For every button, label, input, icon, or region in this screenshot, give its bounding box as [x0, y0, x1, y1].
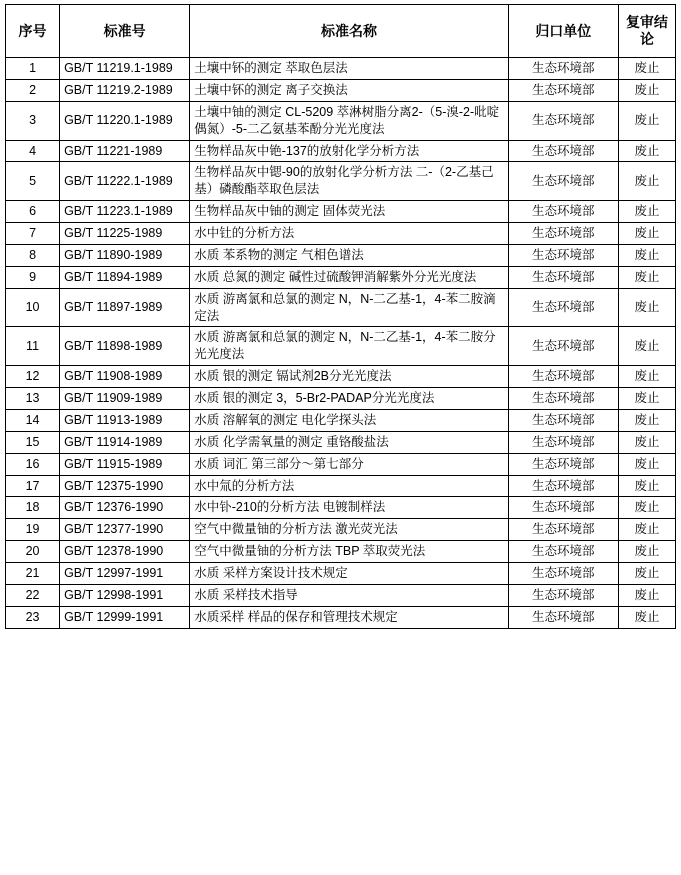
cell-name: 土壤中钚的测定 离子交换法 [190, 79, 508, 101]
cell-index: 22 [6, 584, 60, 606]
cell-code: GB/T 11219.1-1989 [60, 58, 190, 80]
column-header-conclusion-line1: 复审结 [625, 14, 668, 31]
table-row [6, 101, 676, 140]
cell-code: GB/T 11222.1-1989 [60, 162, 190, 201]
cell-conclusion: 废止 [618, 497, 675, 519]
cell-name: 水中钍的分析方法 [190, 223, 508, 245]
table-row [6, 366, 676, 388]
cell-code: GB/T 11898-1989 [60, 327, 190, 366]
cell-code: GB/T 12375-1990 [60, 475, 190, 497]
cell-code: GB/T 12998-1991 [60, 584, 190, 606]
cell-name: 水质 总氮的测定 碱性过硫酸钾消解紫外分光光度法 [190, 266, 508, 288]
table-row [6, 288, 676, 327]
cell-conclusion: 废止 [618, 453, 675, 475]
table-row [6, 244, 676, 266]
cell-org: 生态环境部 [508, 162, 618, 201]
cell-conclusion: 废止 [618, 201, 675, 223]
cell-conclusion: 废止 [618, 223, 675, 245]
column-header-conclusion [618, 5, 675, 58]
table-row [6, 162, 676, 201]
cell-org: 生态环境部 [508, 606, 618, 628]
cell-index: 7 [6, 223, 60, 245]
cell-name: 水质 采样方案设计技术规定 [190, 563, 508, 585]
cell-index: 6 [6, 201, 60, 223]
table-row [6, 541, 676, 563]
cell-conclusion: 废止 [618, 327, 675, 366]
cell-code: GB/T 11915-1989 [60, 453, 190, 475]
cell-conclusion: 废止 [618, 584, 675, 606]
cell-org: 生态环境部 [508, 584, 618, 606]
column-header-conclusion-line2: 论 [639, 31, 654, 47]
cell-code: GB/T 11225-1989 [60, 223, 190, 245]
cell-name: 水质 银的测定 3，5-Br2-PADAP分光光度法 [190, 388, 508, 410]
cell-name: 水质 采样技术指导 [190, 584, 508, 606]
cell-index: 11 [6, 327, 60, 366]
cell-conclusion: 废止 [618, 366, 675, 388]
cell-org: 生态环境部 [508, 201, 618, 223]
cell-org: 生态环境部 [508, 541, 618, 563]
cell-org: 生态环境部 [508, 266, 618, 288]
cell-name: 水质 词汇 第三部分～第七部分 [190, 453, 508, 475]
cell-index: 5 [6, 162, 60, 201]
cell-conclusion: 废止 [618, 606, 675, 628]
table-row [6, 388, 676, 410]
column-header-index: 序号 [6, 5, 60, 58]
cell-name: 水质 化学需氧量的测定 重铬酸盐法 [190, 431, 508, 453]
cell-org: 生态环境部 [508, 58, 618, 80]
table-body [6, 58, 676, 629]
cell-org: 生态环境部 [508, 101, 618, 140]
cell-code: GB/T 12997-1991 [60, 563, 190, 585]
cell-org: 生态环境部 [508, 475, 618, 497]
cell-code: GB/T 11221-1989 [60, 140, 190, 162]
table-row [6, 563, 676, 585]
cell-conclusion: 废止 [618, 388, 675, 410]
table-row [6, 584, 676, 606]
cell-code: GB/T 11897-1989 [60, 288, 190, 327]
cell-conclusion: 废止 [618, 244, 675, 266]
cell-name: 土壤中铀的测定 CL-5209 萃淋树脂分离2-（5-溴-2-吡啶偶氮）-5-二乙氨基苯酚分光光度法 [190, 101, 508, 140]
cell-conclusion: 废止 [618, 541, 675, 563]
cell-org: 生态环境部 [508, 453, 618, 475]
cell-conclusion: 废止 [618, 519, 675, 541]
table-row [6, 453, 676, 475]
table-header-row [6, 5, 676, 58]
cell-conclusion: 废止 [618, 266, 675, 288]
cell-code: GB/T 11220.1-1989 [60, 101, 190, 140]
cell-index: 21 [6, 563, 60, 585]
cell-index: 23 [6, 606, 60, 628]
cell-org: 生态环境部 [508, 79, 618, 101]
cell-conclusion: 废止 [618, 101, 675, 140]
cell-code: GB/T 11219.2-1989 [60, 79, 190, 101]
cell-name: 水中钋-210的分析方法 电镀制样法 [190, 497, 508, 519]
cell-index: 2 [6, 79, 60, 101]
cell-org: 生态环境部 [508, 327, 618, 366]
column-header-name: 标准名称 [190, 5, 508, 58]
cell-code: GB/T 12378-1990 [60, 541, 190, 563]
cell-code: GB/T 12999-1991 [60, 606, 190, 628]
table-row [6, 497, 676, 519]
cell-index: 13 [6, 388, 60, 410]
cell-code: GB/T 11909-1989 [60, 388, 190, 410]
cell-index: 8 [6, 244, 60, 266]
cell-conclusion: 废止 [618, 79, 675, 101]
cell-name: 水质采样 样品的保存和管理技术规定 [190, 606, 508, 628]
cell-name: 水质 银的测定 镉试剂2B分光光度法 [190, 366, 508, 388]
cell-org: 生态环境部 [508, 388, 618, 410]
cell-code: GB/T 12377-1990 [60, 519, 190, 541]
table-row [6, 327, 676, 366]
cell-conclusion: 废止 [618, 563, 675, 585]
cell-index: 14 [6, 409, 60, 431]
table-row [6, 266, 676, 288]
cell-conclusion: 废止 [618, 431, 675, 453]
table-row [6, 431, 676, 453]
cell-index: 18 [6, 497, 60, 519]
cell-org: 生态环境部 [508, 366, 618, 388]
cell-org: 生态环境部 [508, 409, 618, 431]
cell-code: GB/T 11914-1989 [60, 431, 190, 453]
cell-conclusion: 废止 [618, 409, 675, 431]
cell-index: 1 [6, 58, 60, 80]
cell-name: 水质 苯系物的测定 气相色谱法 [190, 244, 508, 266]
cell-name: 空气中微量铀的分析方法 激光荧光法 [190, 519, 508, 541]
cell-code: GB/T 11913-1989 [60, 409, 190, 431]
cell-conclusion: 废止 [618, 140, 675, 162]
cell-index: 17 [6, 475, 60, 497]
cell-name: 水质 游离氯和总氯的测定 N，N-二乙基-1，4-苯二胺滴定法 [190, 288, 508, 327]
cell-index: 3 [6, 101, 60, 140]
table-header [6, 5, 676, 58]
table-row [6, 79, 676, 101]
cell-org: 生态环境部 [508, 140, 618, 162]
cell-code: GB/T 11894-1989 [60, 266, 190, 288]
table-row [6, 223, 676, 245]
cell-name: 空气中微量铀的分析方法 TBP 萃取荧光法 [190, 541, 508, 563]
cell-index: 9 [6, 266, 60, 288]
cell-code: GB/T 12376-1990 [60, 497, 190, 519]
cell-name: 生物样品灰中锶-90的放射化学分析方法 二-（2-乙基己基）磷酸酯萃取色层法 [190, 162, 508, 201]
table-row [6, 58, 676, 80]
cell-index: 12 [6, 366, 60, 388]
cell-index: 10 [6, 288, 60, 327]
standards-revision-table [5, 4, 676, 629]
cell-name: 水质 游离氯和总氯的测定 N，N-二乙基-1，4-苯二胺分光光度法 [190, 327, 508, 366]
cell-code: GB/T 11908-1989 [60, 366, 190, 388]
cell-code: GB/T 11223.1-1989 [60, 201, 190, 223]
cell-org: 生态环境部 [508, 288, 618, 327]
cell-index: 4 [6, 140, 60, 162]
cell-name: 土壤中钚的测定 萃取色层法 [190, 58, 508, 80]
cell-org: 生态环境部 [508, 563, 618, 585]
table-row [6, 606, 676, 628]
cell-conclusion: 废止 [618, 162, 675, 201]
cell-org: 生态环境部 [508, 497, 618, 519]
cell-code: GB/T 11890-1989 [60, 244, 190, 266]
table-row [6, 201, 676, 223]
table-row [6, 140, 676, 162]
cell-org: 生态环境部 [508, 431, 618, 453]
cell-index: 15 [6, 431, 60, 453]
table-row [6, 409, 676, 431]
cell-name: 生物样品灰中铯-137的放射化学分析方法 [190, 140, 508, 162]
cell-org: 生态环境部 [508, 244, 618, 266]
cell-org: 生态环境部 [508, 223, 618, 245]
cell-index: 16 [6, 453, 60, 475]
cell-org: 生态环境部 [508, 519, 618, 541]
column-header-code: 标准号 [60, 5, 190, 58]
table-row [6, 519, 676, 541]
cell-index: 20 [6, 541, 60, 563]
cell-name: 水质 溶解氧的测定 电化学探头法 [190, 409, 508, 431]
cell-conclusion: 废止 [618, 288, 675, 327]
column-header-org: 归口单位 [508, 5, 618, 58]
cell-name: 生物样品灰中铀的测定 固体荧光法 [190, 201, 508, 223]
cell-index: 19 [6, 519, 60, 541]
cell-name: 水中氚的分析方法 [190, 475, 508, 497]
cell-conclusion: 废止 [618, 475, 675, 497]
cell-conclusion: 废止 [618, 58, 675, 80]
table-row [6, 475, 676, 497]
